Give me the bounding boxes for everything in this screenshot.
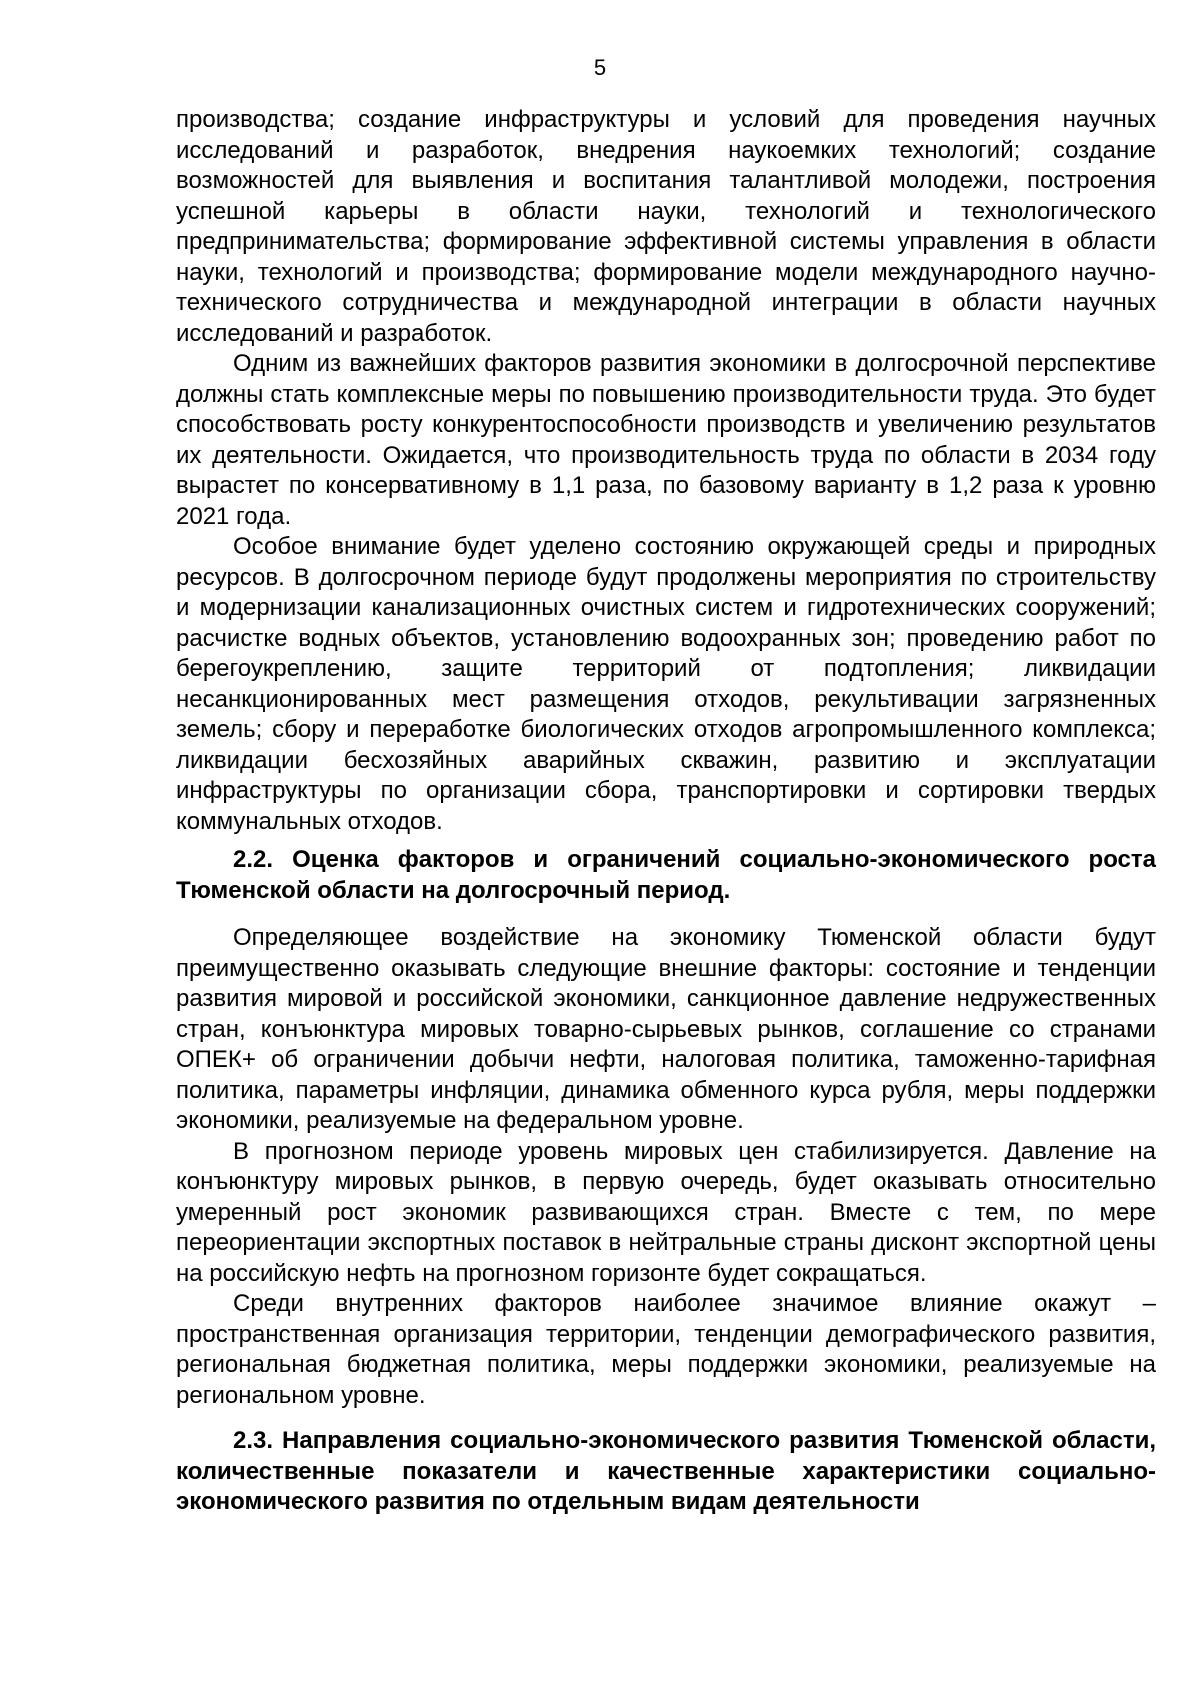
paragraph-external-factors: Определяющее воздействие на экономику Тюменской области будут преимущественно оказывать следующие внешние факторы: состояние и тенденции развития мировой и российской экономики, санкционное давление недружественных стран, конъюнктура мировых товарно-сырьевых рынков, соглашение со странами ОПЕК+ об ограничении добычи нефти, налоговая политика, таможенно-тарифная политика, параметры инфляции, динамика обменного курса рубля, меры поддержки экономики, реализуемые на федеральном уровне. (176, 924, 1156, 1134)
document-body (176, 105, 1156, 1518)
paragraph-labor-productivity: Одним из важнейших факторов развития экономики в долгосрочной перспективе должны стать комплексные меры по повышению производительности труда. Это будет способствовать росту конкурентоспособности производств и увеличению результатов их деятельности. Ожидается, что производительность труда по области в 2034 году вырастет по консервативному в 1,1 раза, по базовому варианту в 1,2 раза к уровню 2021 года. (176, 350, 1156, 530)
paragraph-world-prices: В прогнозном периоде уровень мировых цен стабилизируется. Давление на конъюнктуру мировых рынков, в первую очередь, будет оказывать относительно умеренный рост экономик развивающихся стран. Вместе с тем, по мере переориентации экспортных поставок в нейтральные страны дисконт экспортной цены на российскую нефть на прогнозном горизонте будет сокращаться. (176, 1137, 1156, 1287)
paragraph-environment: Особое внимание будет уделено состоянию окружающей среды и природных ресурсов. В долгосрочном периоде будут продолжены мероприятия по строительству и модернизации канализационных очистных систем и гидротехнических сооружений; расчистке водных объектов, установлению водоохранных зон; проведению работ по берегоукреплению, защите территорий от подтопления; ликвидации несанкционированных мест размещения отходов, рекультивации загрязненных земель; сбору и переработке биологических отходов агропромышленного комплекса; ликвидации бесхозяйных аварийных скважин, развитию и эксплуатации инфраструктуры по организации сбора, транспортировки и сортировки твердых коммунальных отходов. (176, 533, 1156, 835)
section-heading-2-3: 2.3. Направления социально-экономического развития Тюменской области, количественные показатели и качественные характеристики социально-экономического развития по отдельным видам деятельности (176, 1427, 1156, 1515)
page-number: 5 (593, 55, 607, 80)
paragraph-science-infrastructure: производства; создание инфраструктуры и условий для проведения научных исследований и разработок, внедрения наукоемких технологий; создание возможностей для выявления и воспитания талантливой молодежи, построения успешной карьеры в области науки, технологий и технологического предпринимательства; формирование эффективной системы управления в области науки, технологий и производства; формирование модели международного научно-технического сотрудничества и международной интеграции в области научных исследований и разработок. (176, 106, 1156, 347)
paragraph-internal-factors: Среди внутренних факторов наиболее значимое влияние окажут – пространственная организация территории, тенденции демографического развития, региональная бюджетная политика, меры поддержки экономики, реализуемые на региональном уровне. (176, 1290, 1156, 1409)
section-heading-2-2: 2.2. Оценка факторов и ограничений социально-экономического роста Тюменской области на долгосрочный период. (176, 846, 1156, 904)
